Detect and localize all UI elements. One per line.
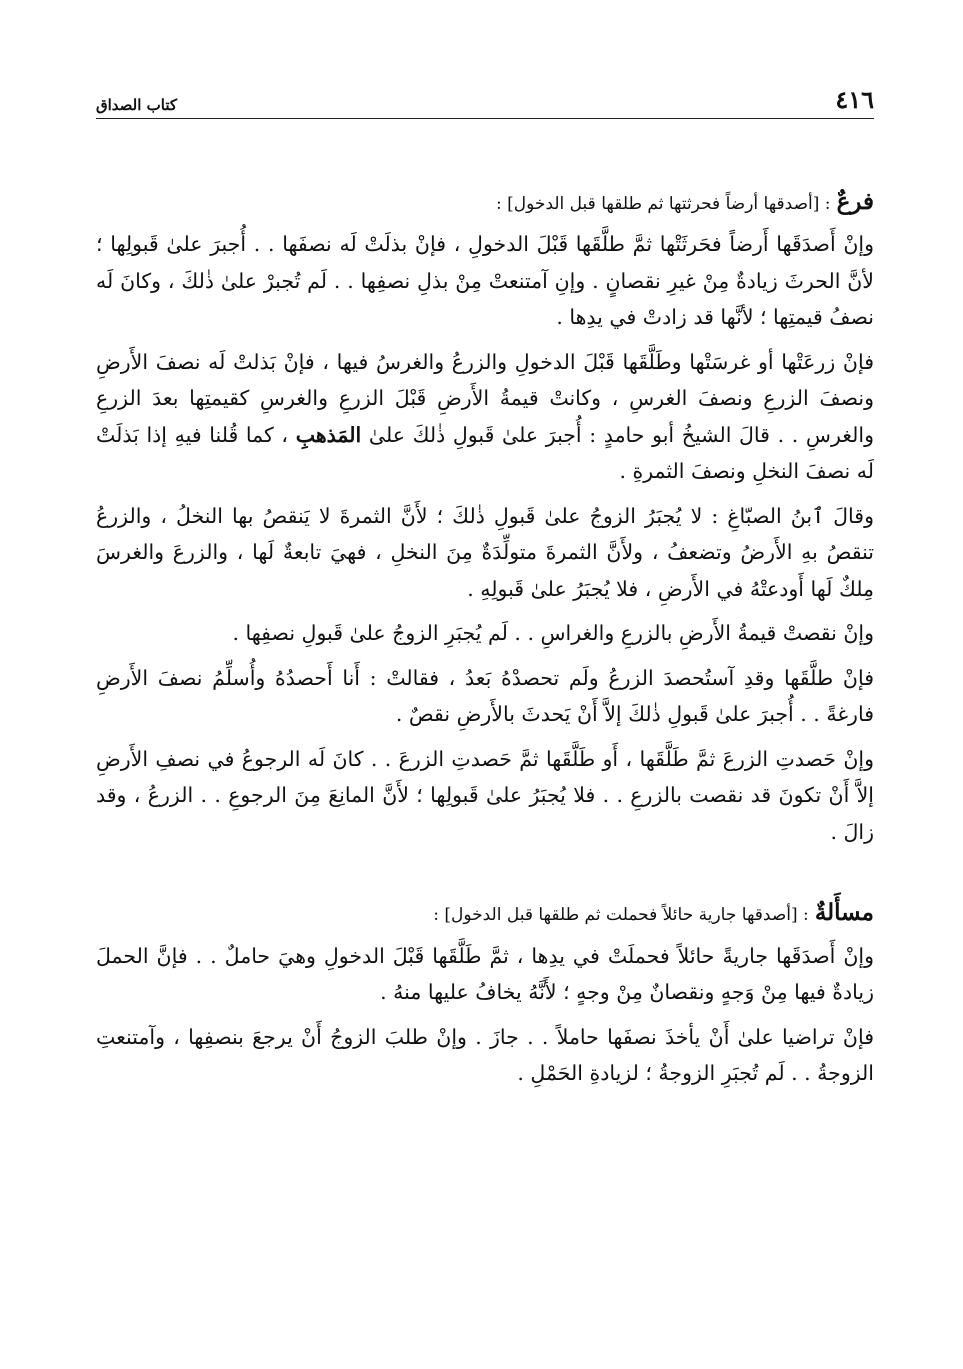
paragraph: وقالَ ٱبنُ الصبّاغِ : لا يُجبَرُ الزوجُ علىٰ قَبولِ ذٰلكَ ؛ لأَنَّ الثمرةَ لا يَنقصُ بها النخلُ ، والزرعُ تنقصُ بهِ الأَرضُ وتضعفُ ، ولأَنَّ الثمرةَ متولِّدَةٌ مِنَ النخلِ ، فهيَ تابعةٌ لَها ، والزرعَ والغرسَ مِلكٌ لَها أَودعتْهُ في الأَرضِ ، فلا يُجبَرُ علىٰ قَبولِهِ . <box>96 503 874 601</box>
section-heading-far <box>96 181 874 222</box>
paragraph: وإنْ أَصدَقَها جاريةً حائلاً فحملَتْ في يدِها ، ثمَّ طَلَّقَها قَبْلَ الدخولِ وهيَ حاملٌ . . فإنَّ الحملَ زيادةٌ فيها مِنْ وَجهٍ ونقصانٌ مِنْ وجهٍ ؛ لأَنَّهُ يخافُ عليها منهُ . <box>96 943 874 1005</box>
bold-term: المَذهبِ <box>295 422 362 447</box>
heading-title: : [أصدقها أرضاً فحرثتها ثم طلقها قبل الدخول] : <box>496 194 831 214</box>
paragraph-text-end: ، كما قُلنا فيهِ إذا بَذلَتْ لَه نصفَ النخلِ ونصفَ الثمرةِ . <box>96 422 874 484</box>
paragraph: وإنْ حَصدتِ الزرعَ ثمَّ طَلَّقَها ، أَو طَلَّقَها ثمَّ حَصدتِ الزرعَ . . كانَ لَه الرجوعُ في نصفِ الأَرضِ إلاَّ أَنْ تكونَ قد نقصت بالزرعِ . . فلا يُجبَرُ علىٰ قَبولِها ؛ لأَنَّ المانِعَ مِنَ الرجوعِ . . الزرعُ ، وقد زالَ . <box>96 746 874 844</box>
page-number: ٤١٦ <box>835 85 874 114</box>
heading-keyword: فرعٌ <box>836 188 874 215</box>
paragraph: فإنْ تراضيا علىٰ أَنْ يأخذَ نصفَها حاملاً . . جازَ . وإنْ طلبَ الزوجُ أَنْ يرجعَ بنصفِها ، وآمتنعتِ الزوجةُ . . لَم تُجبَرِ الزوجةُ ؛ لزيادةِ الحَمْلِ . <box>96 1024 874 1085</box>
paragraph <box>96 344 874 490</box>
page-content <box>96 181 874 1091</box>
section-heading-masala <box>96 892 874 933</box>
paragraph-text: فإنْ زرعَتْها أو غرسَتْها وطَلَّقَها قَبْلَ الدخولِ والزرعُ والغرسُ فيها ، فإنْ بَذلتْ لَه نصفَ الأَرضِ ونصفَ الزرعِ ونصفَ الغرسِ ، وكانتْ قيمةُ الأَرضِ قَبْلَ الزرعِ والغرسِ كقيمتِها بعدَ الزرعِ والغرسِ . . قالَ الشيخُ أبو حامدٍ : أُجبرَ علىٰ قَبولِ ذٰلكَ علىٰ <box>96 349 874 447</box>
heading-title: : [أصدقها جارية حائلاً فحملت ثم طلقها قبل الدخول] : <box>433 905 809 926</box>
book-title: كتاب الصداق <box>96 96 178 114</box>
section-gap <box>96 858 874 892</box>
book-page <box>96 72 874 1099</box>
paragraph: فإنْ طلَّقَها وقدِ آستُحصدَ الزرعُ ولَم تحصدْهُ بَعدُ ، فقالتْ : أَنا أَحصدُهُ وأُسلِّمُ نصفَ الأَرضِ فارغةً . . أُجبرَ علىٰ قَبولِ ذٰلكَ إلاَّ أَنْ يَحدثَ بالأَرضِ نقصٌ . <box>96 665 874 727</box>
paragraph: وإنْ نقصتْ قيمةُ الأَرضِ بالزرعِ والغراسِ . . لَم يُجبَرِ الزوجُ علىٰ قَبولِ نصفِها . <box>232 621 874 646</box>
running-header <box>96 72 874 119</box>
paragraph: وإنْ أَصدَقَها أَرضاً فحَرثَتْها ثمَّ طلَّقَها قَبْلَ الدخولِ ، فإنْ بذلَتْ لَه نصفَها . . أُجبرَ علىٰ قَبولِها ؛ لأنَّ الحرثَ زيادةٌ مِنْ غيرِ نقصانٍ . وإنِ آمتنعتْ مِنْ بذلِ نصفِها . . لَم تُجبرْ علىٰ ذٰلكَ ، وكانَ لَه نصفُ قيمتِها ؛ لأنَّها قد زادتْ في يدِها . <box>96 232 874 330</box>
heading-keyword: مسأَلةٌ <box>814 899 874 927</box>
